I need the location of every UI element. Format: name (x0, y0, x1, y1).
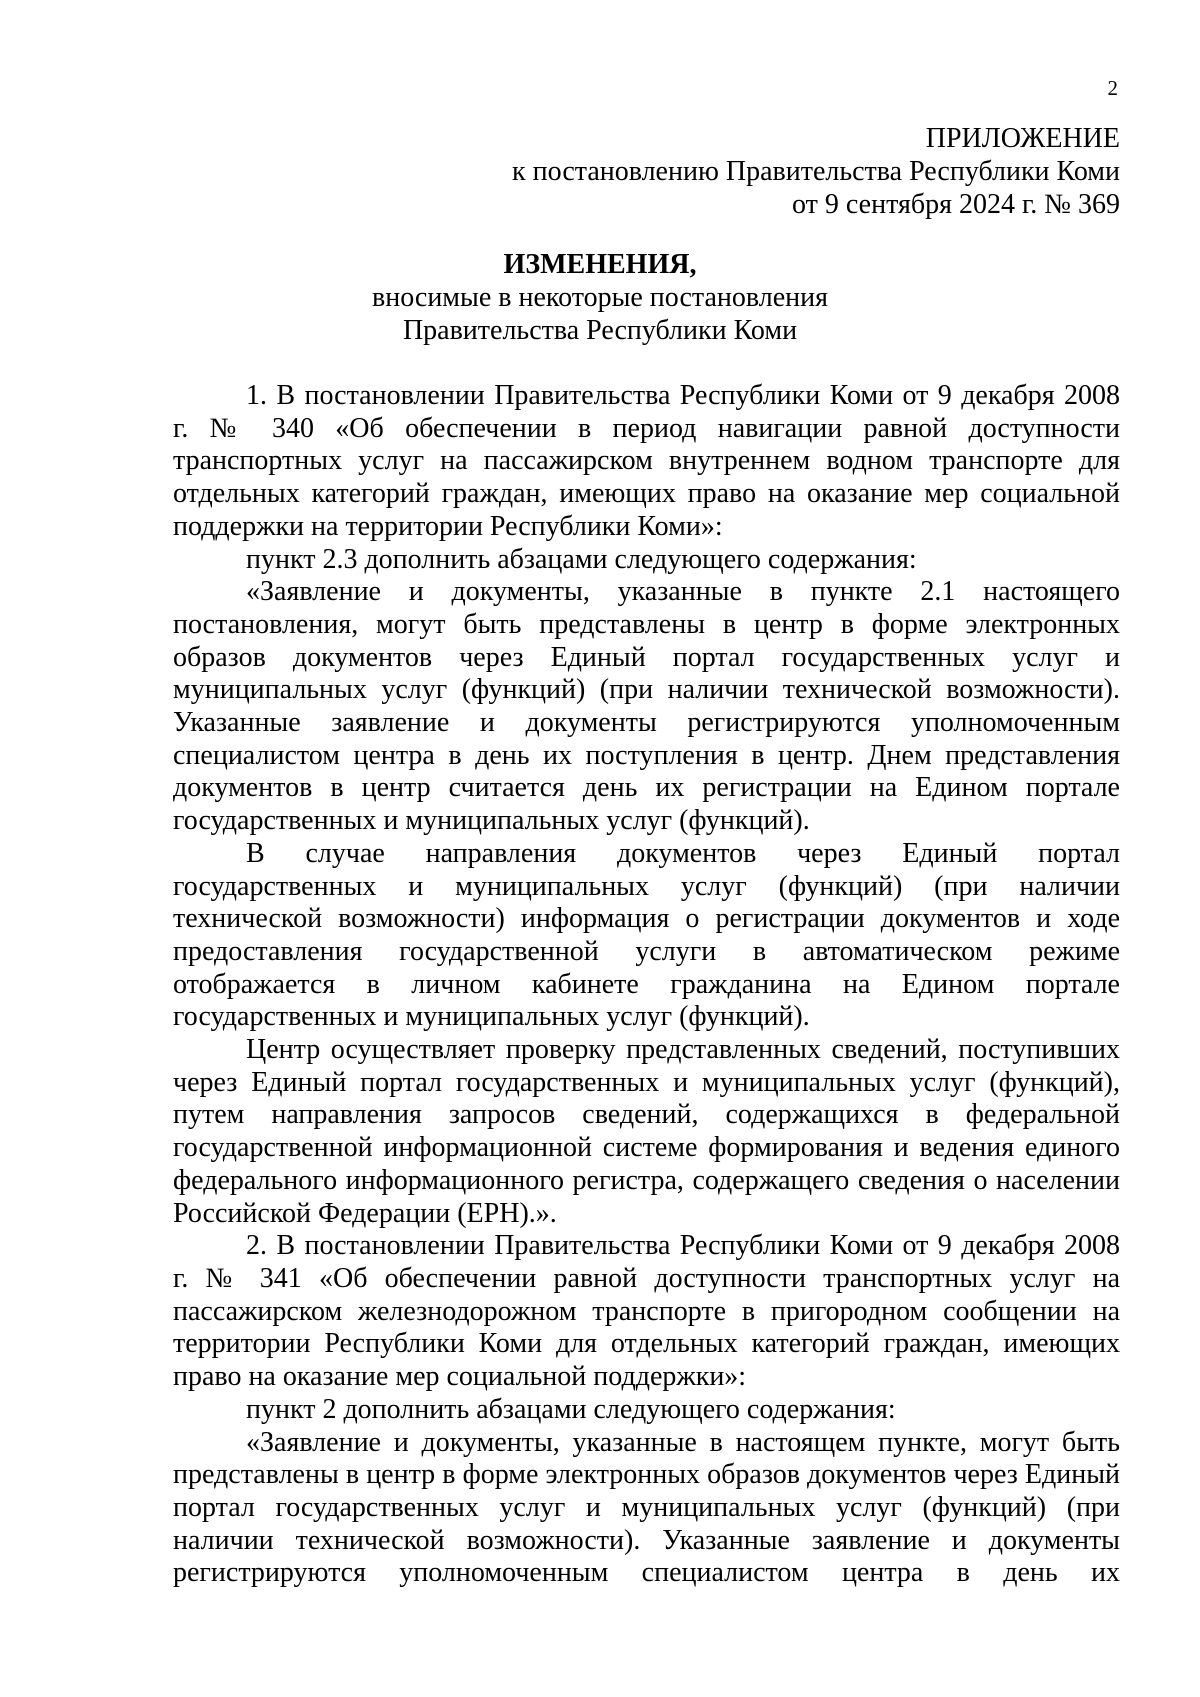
paragraph-item1-intro: 1. В постановлении Правительства Республики Коми от 9 декабря 2008 г. № 340 «Об обеспечении в период навигации равной доступности транспортных услуг на пассажирском внутреннем водном транспорте для отдельных категорий граждан, имеющих право на оказание мер социальной поддержки на территории Республики Коми»: (173, 380, 1120, 542)
paragraph-item1-instruction: пункт 2.3 дополнить абзацами следующего содержания: (246, 543, 917, 575)
paragraph-item2-instruction: пункт 2 дополнить абзацами следующего содержания: (246, 1393, 896, 1425)
appendix-line-date: от 9 сентября 2024 г. № 369 (792, 189, 1120, 220)
paragraph-item1-quote-3: Центр осуществляет проверку представленных сведений, поступивших через Единый портал государственных и муниципальных услуг (функций), путем направления запросов сведений, содержащихся в федеральной государственной информационной системе формирования и ведения единого федерального информационного регистра, содержащего сведения о населении Российской Федерации (ЕРН).». (173, 1034, 1120, 1229)
page-number: 2 (1107, 76, 1118, 100)
appendix-block (512, 122, 1120, 221)
paragraph-item1-quote-2: В случае направления документов через Единый портал государственных и муниципальных услуг (функций) (при наличии технической возможности) информация о регистрации документов и ходе предоставления государственной услуги в автоматическом режиме отображается в личном кабинете гражданина на Едином портале государственных и муниципальных услуг (функций). (173, 837, 1120, 1033)
document-subtitle-line1: вносимые в некоторые постановления (371, 282, 829, 313)
appendix-title: ПРИЛОЖЕНИЕ (925, 123, 1120, 154)
paragraph-item1-quote-1: «Заявление и документы, указанные в пункте 2.1 настоящего постановления, могут быть представлены в центр в форме электронных образов документов через Единый портал государственных услуг и муниципальных услуг (функций) (при наличии технической возможности). Указанные заявление и документы регистрируются уполномоченным специалистом центра в день их поступления в центр. Днем представления документов в центр считается день их регистрации на Едином портале государственных и муниципальных услуг (функций). (173, 576, 1120, 837)
paragraph-item2-quote-1: «Заявление и документы, указанные в настоящем пункте, могут быть представлены в центр в форме электронных образов документов через Единый портал государственных услуг и муниципальных услуг (функций) (при наличии технической возможности). Указанные заявление и документы регистрируются уполномоченным специалистом центра в день их (173, 1426, 1120, 1589)
document-subtitle-line2: Правительства Республики Коми (402, 315, 798, 346)
heading-block (0, 248, 1200, 347)
paragraph-item2-intro: 2. В постановлении Правительства Республики Коми от 9 декабря 2008 г. № 341 «Об обеспечении равной доступности транспортных услуг на пассажирском железнодорожном транспорте в пригородном сообщении на территории Республики Коми для отдельных категорий граждан, имеющих право на оказание мер социальной поддержки»: (173, 1230, 1120, 1393)
appendix-line-resolution: к постановлению Правительства Республики Коми (512, 156, 1120, 187)
document-title: ИЗМЕНЕНИЯ, (503, 249, 697, 280)
document-body (173, 380, 1120, 1590)
